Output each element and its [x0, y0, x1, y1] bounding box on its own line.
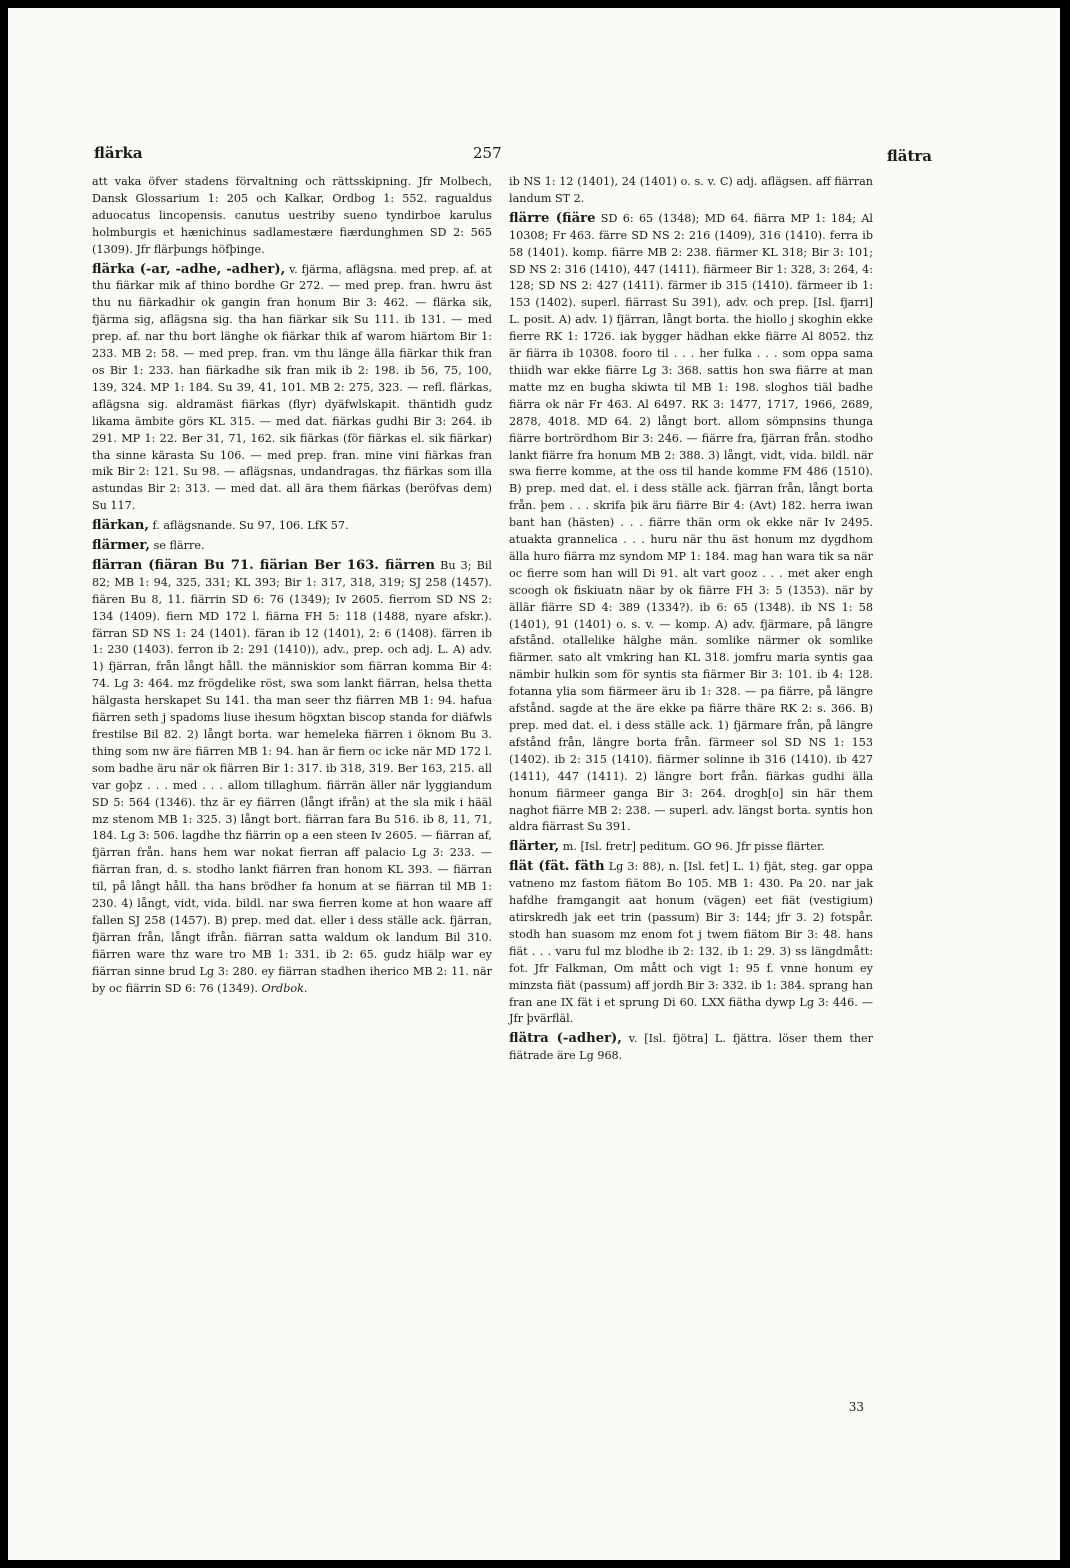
- entry-flarter: [509, 839, 873, 856]
- entry-flarka: [92, 262, 492, 516]
- entry-body: m. [Isl. fretr] peditum. GO 96. Jfr pisse flärter.: [562, 840, 825, 854]
- headword: flärter,: [509, 839, 560, 855]
- entry-flarkan: [92, 518, 492, 535]
- entry-body: v. [Isl. fjötra] L. fjättra. löser them ther fiätrade äre Lg 968.: [509, 1032, 873, 1063]
- entry-body: se flärre.: [153, 539, 205, 553]
- continued-entry: att vaka öfver stadens förvaltning och rättsskipning. Jfr Molbech, Dansk Glossarium 1: 205 och Kalkar, Ordbog 1: 552. ragualdus aduocatus lincopensis. canutus uestriby sueno tyndirboe karulus holmburgis et hænichinus sadlamestære fiærdunghmen SD 2: 565 (1309). Jfr flärþungs höfþinge.: [92, 175, 492, 256]
- headword: flät (fät. fäth: [509, 859, 605, 875]
- running-head-right: flätra: [886, 147, 932, 165]
- headword: flärkan,: [92, 518, 149, 534]
- entry-tail: Ordbok.: [261, 981, 308, 995]
- headword: flärka (-ar, -adhe, -adher),: [92, 261, 286, 277]
- headword: flärmer,: [92, 538, 151, 554]
- page-number: 257: [473, 144, 502, 162]
- continued-entry: ib NS 1: 12 (1401), 24 (1401) o. s. v. C) adj. aflägsen. aff fiärran landum ST 2.: [509, 175, 873, 205]
- entry-body: v. fjärma, aflägsna. med prep. af. at thu fiärkar mik af thino bordhe Gr 272. — med prep. fran. hwru äst thu nu fiärkadhir ok gangin fran honum Bir 3: 462. — flärka sik, fjärma sig, aflägsna sig. tha han fiärkar sik Su 111. ib 131. — med prep. af. nar thu bort länghe ok fiärkar thik af warom hiärtom Bir 1: 233. MB 2: 58. — med prep. fran. vm thu länge älla fiärkar thik fran os Bir 1: 233. han fiärkadhe sik fran mik ib 2: 198. ib 56, 75, 100, 139, 324. MP 1: 184. Su 39, 41, 101. MB 2: 275, 323. — refl. flärkas, aflägsna sig. aldramäst fiärkas (flyr) dyäfwlskapit. thäntidh gudz likama ämbite görs KL 315. — med dat. fiärkas gudhi Bir 3: 264. ib 291. MP 1: 22. Ber 31, 71, 162. sik fiärkas (för fiärkas el. sik fiärkar) tha sinne kärasta Su 106. — med prep. fran. mine vini fiärkas fran mik Bir 2: 121. Su 98. — aflägsnas, undandragas. thz fiärkas som illa astundas Bir 2: 313. — med dat. all ära them fiärkas (beröfvas dem) Su 117.: [92, 262, 492, 513]
- running-head: [8, 144, 1060, 168]
- entry-flarmer: [92, 538, 492, 555]
- running-head-left: flärka: [94, 144, 143, 162]
- headword: flärre (fiäre: [509, 210, 596, 226]
- entry-flarre: [509, 211, 873, 837]
- left-column: [92, 174, 492, 1001]
- footer-page-number: 33: [848, 1400, 864, 1414]
- dictionary-page: [8, 8, 1060, 1560]
- entry-flat: [509, 859, 873, 1028]
- headword: flätra (-adher),: [509, 1031, 622, 1047]
- entry-body: Lg 3: 88), n. [Isl. fet] L. 1) fjät, steg. gar oppa vatneno mz fastom fiätom Bo 105. MB 1: 430. Pa 20. nar jak hafdhe framgangit aat honum (vägen) eet fiät (vestigium) atirskredh jak eet trin (passum) Bir 3: 144; jfr 3. 2) fotspår. stodh han suasom mz enom fot j twem fiätom Bir 3: 48. hans fiät . . . varu ful mz blodhe ib 2: 132. ib 1: 29. 3) ss längdmått: fot. Jfr Falkman, Om mått och vigt 1: 95 f. vnne honum ey minzsta fiät (passum) aff jordh Bir 3: 332. ib 1: 384. sprang han fran ane IX fät i et sprung Di 60. LXX fiätha dywp Lg 3: 446. — Jfr þvärfläl.: [509, 860, 873, 1026]
- entry-flatra: [509, 1031, 873, 1065]
- entry-body: SD 6: 65 (1348); MD 64. fiärra MP 1: 184; Al 10308; Fr 463. färre SD NS 2: 216 (1409), 316 (1410). ferra ib 58 (1401). komp. fiärre MB 2: 238. fiärmer KL 318; Bir 3: 101; SD NS 2: 316 (1410), 447 (1411). fiärmeer Bir 1: 328, 3: 264, 4: 128; SD NS 2: 427 (1411). färmer ib 315 (1410). färmeer ib 1: 153 (1402). superl. fiärrast Su 391), adv. och prep. [Isl. fjarri] L. posit. A) adv. 1) fjärran, långt borta. the hiollo j skoghin ekke fierre RK 1: 1726. iak bygger hädhan ekke fiärre Al 8052. thz är fiärra ib 10308. fooro til . . . her fulka . . . som oppa sama thiidh war ekke fiärre Lg 3: 368. sattis hon swa fiärre at man matte mz en bugha skiwta til MB 1: 198. sloghos tiäl badhe fiärra ok när Fr 463. Al 6497. RK 3: 1477, 1717, 1966, 2689, 2878, 4018. MD 64. 2) långt bort. allom sömpnsins thunga fiärre bortrördhom Bir 3: 246. — fiärre fra, fjärran från. stodho lankt fiärre fra honum MB 2: 388. 3) långt, vidt, vida. bildl. när swa fierre komme, at the oss til hande komme FM 486 (1510). B) prep. med dat. el. i dess ställe ack. fjärran från, långt borta från. þem . . . skrifa þik äru fiärre Bir 4: (Avt) 182. herra iwan bant han (hästen) . . . fiärre thän orm ok ekke när Iv 2495. atuakta grannelica . . . huru när thu äst honum mz dygdhom älla huro fiärra mz syndom MP 1: 184. mag han wara tik sa när oc fierre som han will Di 91. alt vart gooz . . . met aker engh scoogh ok fiskiuatn näar by ok fiärre FH 3: 5 (1353). när by ällär fiärre SD 4: 389 (1334?). ib 6: 65 (1348). ib NS 1: 58 (1401), 91 (1401) o. s. v. — komp. A) adv. fjärmare, på längre afstånd. otallelike hälghe män. somlike närmer ok somlike fiärmer. sato alt vmkring han KL 318. jomfru maria syntis gaa nämbir hulkin som för syntis sta fiärmer Bir 3: 101. ib 4: 128. fotanna ylia som fiärmeer äru ib 1: 328. — pa fiärre, på längre afstånd. sagde at the äre ekke pa fiärre thäre RK 2: s. 366. B) prep. med dat. el. i dess ställe ack. 1) fjärmare från, på längre afstånd från, längre borta från. färmeer sol SD NS 1: 153 (1402). ib 2: 315 (1410). fiärmer solinne ib 316 (1410). ib 427 (1411), 447 (1411). 2) längre bort från. fiärkas gudhi älla honum fiärmeer ganga Bir 3: 264. drogh[o] sin här them naghot fiärre MB 2: 238. — superl. adv. längst borta. syntis hon aldra fiärrast Su 391.: [509, 211, 873, 834]
- right-column: [509, 174, 873, 1068]
- entry-flarran: [92, 558, 492, 998]
- entry-body: Bu 3; Bil 82; MB 1: 94, 325, 331; KL 393; Bir 1: 317, 318, 319; SJ 258 (1457). fiären Bu 8, 11. fiärrin SD 6: 76 (1349); Iv 2605. fierrom SD NS 2: 134 (1409). fiern MD 172 l. fiärna FH 5: 118 (1488, nyare afskr.). färran SD NS 1: 24 (1401). färan ib 12 (1401), 2: 6 (1408). färren ib 1: 230 (1403). ferron ib 2: 291 (1410)), adv., prep. och adj. L. A) adv. 1) fjärran, från långt håll. the människior som fiärran komma Bir 4: 74. Lg 3: 464. mz frögdelike röst, swa som lankt fiärran, helsa thetta hälgasta herskapet Su 141. tha man seer thz fiärren MB 1: 94. hafua fiärren seth j spadoms liuse ihesum högxtan biscop standa for diäfwls frestilse Bil 82. 2) långt borta. war hemeleka fiärren i öknom Bu 3. thing som nw äre fiärren MB 1: 94. han är fiern oc icke när MD 172 l. som badhe äru när ok fiärren Bir 1: 317. ib 318, 319. Ber 163, 215. all var goþz . . . med . . . allom tillaghum. fiärrän äller när lyggiandum SD 5: 564 (1346). thz är ey fiärren (långt ifrån) at the sla mik i hääl mz stenom MB 1: 325. 3) långt bort. fiärran fara Bu 516. ib 8, 11, 71, 184. Lg 3: 506. lagdhe thz fiärrin op a een steen Iv 2605. — fiärran af, fjärran från. hans hem war nokat fierran aff palacio Lg 3: 233. — fiärran fran, d. s. stodho lankt fiärren fran honom KL 393. — fiärran til, på långt håll. tha hans brödher fa honum at se fiärran til MB 1: 230. 4) långt, vidt, vida. bildl. nar swa fierren kome at hon waare aff fallen SJ 258 (1457). B) prep. med dat. eller i dess ställe ack. fjärran, fjärran från, långt ifrån. fiärran satta waldum ok landum Bil 310. fiärren ware thz ware tro MB 1: 331. ib 2: 65. gudz hiälp war ey fiärran sinne brud Lg 3: 280. ey fiärran stadhen iherico MB 2: 11. när by oc fiärrin SD 6: 76 (1349).: [92, 558, 492, 995]
- entry-body: f. aflägsnande. Su 97, 106. LfK 57.: [152, 519, 349, 533]
- headword: flärran (fiäran Bu 71. fiärian Ber 163. fiärren: [92, 557, 436, 573]
